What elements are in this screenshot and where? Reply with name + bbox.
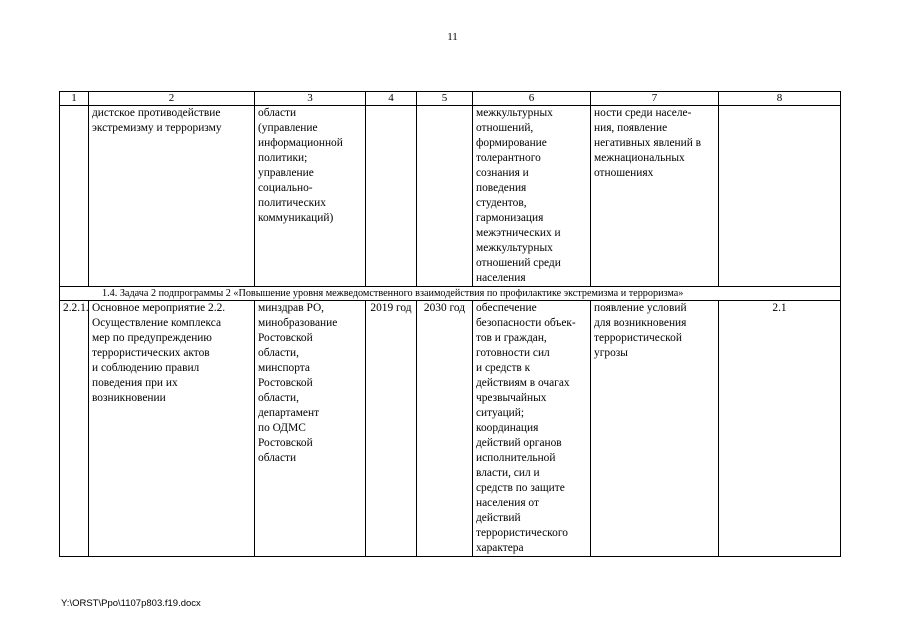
consequences-cell: появление условий для возникновения террористической угрозы — [591, 301, 719, 557]
end-year-cell: 2030 год — [417, 301, 473, 557]
header-cell: 2 — [89, 92, 255, 106]
task-heading-row — [60, 287, 841, 301]
indicator-link-cell — [719, 106, 841, 287]
start-year-cell: 2019 год — [366, 301, 417, 557]
expected-result-cell: обеспечение безопасности объек- тов и граждан, готовности сил и средств к действиям в очагах чрезвычайных ситуаций; координация действий органов исполнительной власти, сил и средств по защите населения от действий террористического характера — [473, 301, 591, 557]
page-number: 11 — [447, 31, 458, 43]
header-cell: 5 — [417, 92, 473, 106]
expected-result-cell: межкультурных отношений, формирование толерантного сознания и поведения студентов, гармонизация межэтнических и межкультурных отношений среди населения — [473, 106, 591, 287]
executor-cell: минздрав РО, минобразование Ростовской области, минспорта Ростовской области, департамент по ОДМС Ростовской области — [255, 301, 366, 557]
header-cell: 3 — [255, 92, 366, 106]
measure-name-cell: дистское противодействие экстремизму и терроризму — [89, 106, 255, 287]
start-year-cell — [366, 106, 417, 287]
end-year-cell — [417, 106, 473, 287]
continuation-row — [60, 106, 841, 287]
measures-table — [59, 91, 841, 557]
header-cell: 4 — [366, 92, 417, 106]
header-cell: 7 — [591, 92, 719, 106]
file-path-footer: Y:\ORST\Ppo\1107p803.f19.docx — [61, 598, 201, 609]
header-cell: 1 — [60, 92, 89, 106]
row-number-cell: 2.2.1. — [60, 301, 89, 557]
column-number-header-row — [60, 92, 841, 106]
measure-row — [60, 301, 841, 557]
indicator-link-cell: 2.1 — [719, 301, 841, 557]
task-heading: 1.4. Задача 2 подпрограммы 2 «Повышение уровня межведомственного взаимодействия по профилактике экстремизма и терроризма» — [60, 287, 841, 301]
row-number-cell — [60, 106, 89, 287]
executor-cell: области (управление информационной политики; управление социально- политических коммуникаций) — [255, 106, 366, 287]
header-cell: 6 — [473, 92, 591, 106]
measure-name-cell: Основное мероприятие 2.2. Осуществление комплекса мер по предупреждению террористических актов и соблюдению правил поведения при их возникновении — [89, 301, 255, 557]
header-cell: 8 — [719, 92, 841, 106]
consequences-cell: ности среди населе- ния, появление негативных явлений в межнациональных отношениях — [591, 106, 719, 287]
